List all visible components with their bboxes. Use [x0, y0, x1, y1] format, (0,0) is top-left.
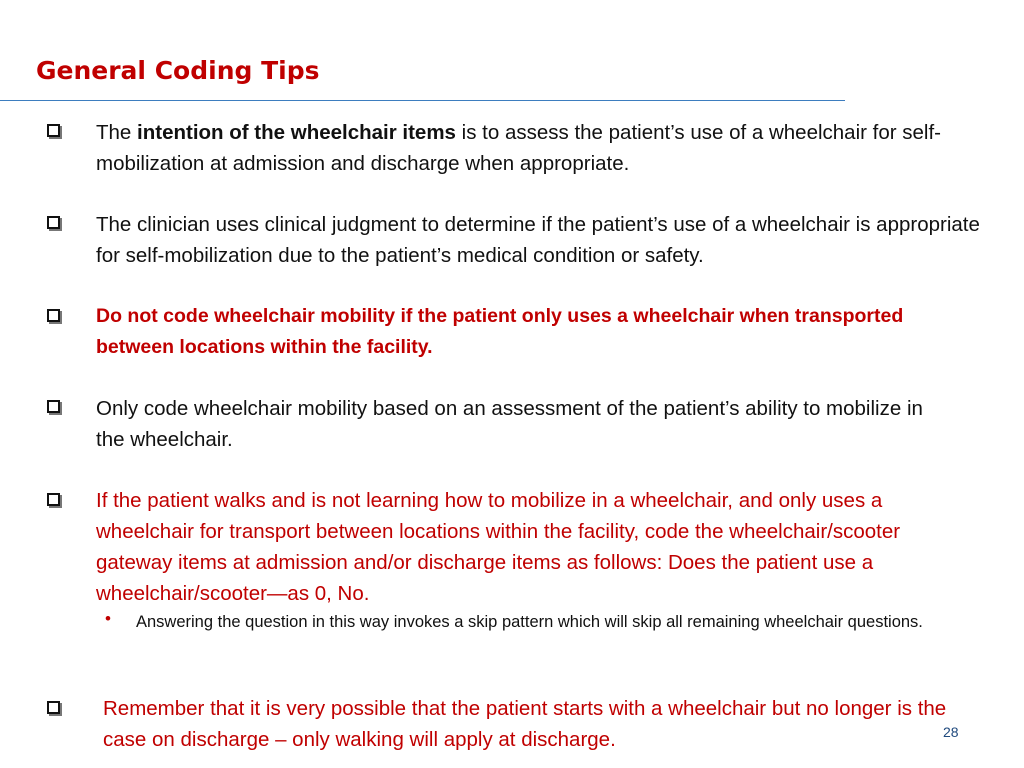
checkbox-bullet-icon [47, 124, 60, 137]
tip-text-5: If the patient walks and is not learning how to mobilize in a wheelchair, and only uses a wheelchair for transport between locations within the facility, code the wheelchair/scooter gateway items at admission and/or discharge items as follows: Does the patient use a wheelchair/scooter—as 0, No. [96, 489, 901, 605]
tip-1-prefix: The [96, 121, 138, 144]
sub-bullet-text: Answering the question in this way invokes a skip pattern which will skip all remaining wheelchair questions. [136, 613, 923, 631]
tip-text-6: Remember that it is very possible that the patient starts with a wheelchair but no longer is the case on discharge – only walking will apply at discharge. [103, 697, 947, 751]
checkbox-bullet-icon [47, 701, 60, 714]
title-divider [0, 100, 845, 101]
tip-1-emphasis: intention of the wheelchair items [137, 121, 456, 144]
bullet-dot-icon: • [105, 609, 111, 628]
tip-text-1 [96, 117, 976, 179]
checkbox-bullet-icon [47, 400, 60, 413]
tip-text-4: Only code wheelchair mobility based on an assessment of the patient’s ability to mobilize in the wheelchair. [96, 397, 923, 451]
checkbox-bullet-icon [47, 493, 60, 506]
tip-text-3: Do not code wheelchair mobility if the patient only uses a wheelchair when transported between locations within the facility. [96, 305, 904, 358]
checkbox-bullet-icon [47, 216, 60, 229]
checkbox-bullet-icon [47, 309, 60, 322]
slide-title: General Coding Tips [36, 56, 320, 85]
tip-text-2: The clinician uses clinical judgment to determine if the patient’s use of a wheelchair is appropriate for self-mobilization due to the patient’s medical condition or safety. [96, 213, 980, 267]
page-number: 28 [943, 724, 959, 740]
tip-1-suffix: is to assess the patient’s use of a wheelchair for self-mobilization at admission and discharge when appropriate. [96, 121, 942, 175]
